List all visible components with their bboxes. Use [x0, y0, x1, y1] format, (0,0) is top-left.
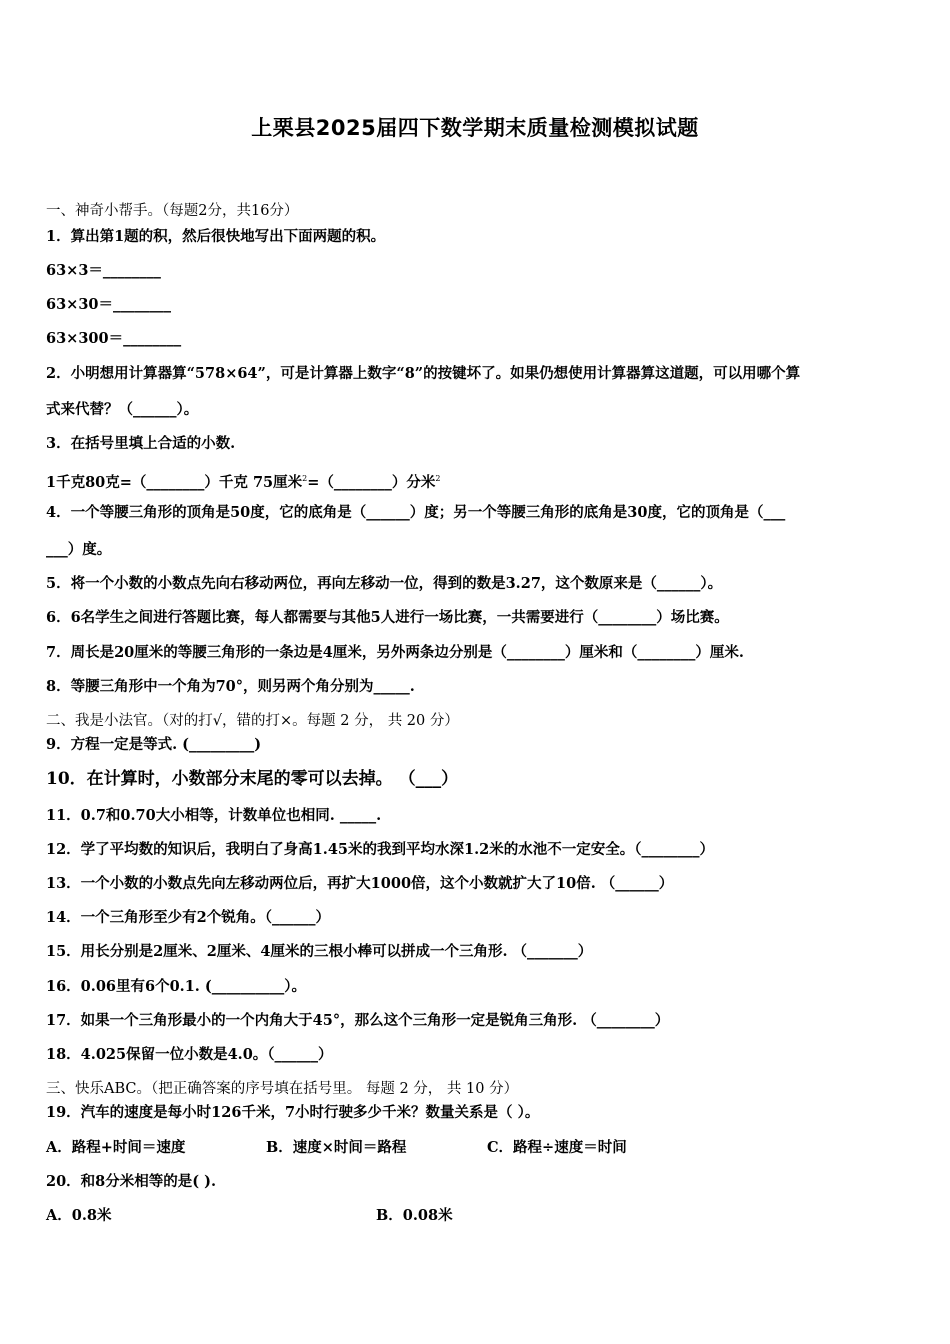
question-3-part-2: =（________）分米 — [307, 474, 436, 491]
question-3: 3．在括号里填上合适的小数. — [46, 435, 236, 452]
option-a: A．路程+时间＝速度 — [46, 1139, 186, 1156]
option-b: B．速度×时间＝路程 — [266, 1139, 407, 1156]
question-2-line-1: 2．小明想用计算器算“578×64”，可是计算器上数字“8”的按键坏了。如果仍想使用计算器算这道题，可以用哪个算 — [46, 365, 801, 382]
question-4-line-1: 4．一个等腰三角形的顶角是50度，它的底角是（______）度；另一个等腰三角形的底角是30度，它的顶角是（___ — [46, 504, 786, 521]
option-c: C．路程÷速度＝时间 — [487, 1139, 627, 1156]
question-13: 13．一个小数的小数点先向左移动两位后，再扩大1000倍，这个小数就扩大了10倍. （______） — [46, 875, 674, 892]
superscript-2: 2 — [302, 474, 308, 483]
option-a: A．0.8米 — [46, 1207, 112, 1224]
question-3-fill — [46, 469, 904, 493]
question-12: 12．学了平均数的知识后，我明白了身高1.45米的我到平均水深1.2米的水池不一定安全。（________） — [46, 841, 714, 858]
question-17: 17．如果一个三角形最小的一个内角大于45°，那么这个三角形一定是锐角三角形. （________） — [46, 1012, 670, 1029]
question-7: 7．周长是20厘米的等腰三角形的一条边是4厘米，另外两条边分别是（________）厘米和（________）厘米. — [46, 644, 744, 661]
question-20: 20．和8分米相等的是( ). — [46, 1173, 217, 1190]
question-19: 19．汽车的速度是每小时126千米，7小时行驶多少千米？数量关系是（ ）。 — [46, 1104, 540, 1121]
question-8: 8．等腰三角形中一个角为70°，则另两个角分别为_____. — [46, 678, 415, 695]
page-title: 上栗县2025届四下数学期末质量检测模拟试题 — [251, 116, 699, 140]
section-heading-1: 一、神奇小帮手。（每题2分，共16分） — [46, 203, 299, 219]
question-4-line-2: ___）度。 — [46, 541, 112, 558]
superscript-2: 2 — [435, 474, 441, 483]
question-1-a: 63×3＝________ — [46, 262, 161, 279]
question-11: 11．0.7和0.70大小相等，计数单位也相同. _____. — [46, 807, 382, 824]
question-14: 14．一个三角形至少有2个锐角。（______） — [46, 909, 331, 926]
question-3-part-1: 1千克80克=（________）千克 75厘米 — [46, 474, 303, 491]
section-heading-2: 二、我是小法官。（对的打√，错的打×。每题 2 分， 共 20 分） — [46, 713, 459, 729]
question-10: 10．在计算时，小数部分末尾的零可以去掉。 （___） — [46, 769, 459, 789]
question-15: 15．用长分别是2厘米、2厘米、4厘米的三根小棒可以拼成一个三角形. （_______） — [46, 943, 593, 960]
question-6: 6．6名学生之间进行答题比赛，每人都需要与其他5人进行一场比赛，一共需要进行（________）场比赛。 — [46, 609, 729, 626]
question-5: 5．将一个小数的小数点先向右移动两位，再向左移动一位，得到的数是3.27，这个数原来是（______）。 — [46, 575, 723, 592]
question-2-line-2: 式来代替？（______）。 — [46, 401, 199, 418]
question-16: 16．0.06里有6个0.1. (__________）。 — [46, 978, 307, 995]
question-1: 1．算出第1题的积，然后很快地写出下面两题的积。 — [46, 228, 386, 245]
question-1-b: 63×30＝________ — [46, 296, 172, 313]
question-9: 9．方程一定是等式. (_________) — [46, 736, 262, 753]
option-b: B．0.08米 — [376, 1207, 453, 1224]
section-heading-3: 三、快乐ABC。（把正确答案的序号填在括号里。 每题 2 分， 共 10 分） — [46, 1081, 519, 1097]
question-1-c: 63×300＝________ — [46, 330, 182, 347]
question-18: 18．4.025保留一位小数是4.0。（______） — [46, 1046, 333, 1063]
